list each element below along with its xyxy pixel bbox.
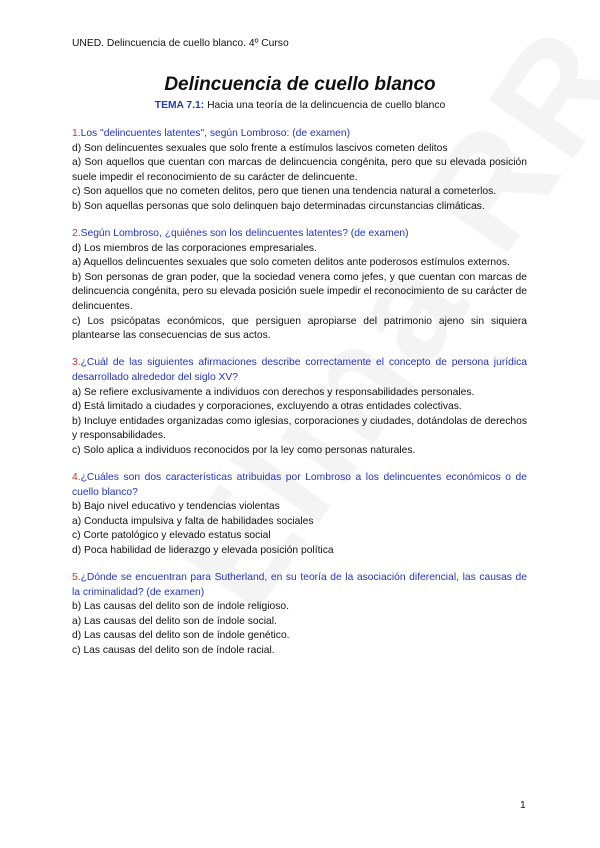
question-text: 2.Según Lombroso, ¿quiénes son los delincuentes latentes? (de examen) [72,228,409,240]
answer-option: a) Se refiere exclusivamente a individuos con derechos y responsabilidades personales. [72,386,475,398]
question-text: 4.¿Cuáles son dos características atribuidas por Lombroso a los delincuentes económicos o de cuello blanco? [72,471,527,498]
answer-option: d) Son delincuentes sexuales que solo frente a estímulos lascivos cometen delitos [72,142,448,154]
question-2 [72,227,527,344]
answer-option: a) Aquellos delincuentes sexuales que solo cometen delitos ante poderosos estímulos externos. [72,257,510,269]
question-1 [72,127,527,215]
answer-option: a) Las causas del delito son de índole social. [72,615,277,627]
page-header: UNED. Delincuencia de cuello blanco. 4º Curso [72,38,289,49]
answer-option: d) Las causas del delito son de índole genético. [72,630,290,642]
question-list [72,127,527,671]
answer-option: d) Poca habilidad de liderazgo y elevada posición política [72,544,334,556]
page-number: 1 [520,800,526,811]
answer-option: b) Son aquellas personas que solo delinquen bajo determinadas circunstancias climáticas. [72,200,485,212]
answer-option: c) Las causas del delito son de índole racial. [72,645,275,656]
answer-option: c) Los psicópatas económicos, que persiguen apropiarse del patrimonio ajeno sin siquiera plantearse las consecuencias de sus actos. [72,315,527,342]
question-number: 3. [72,357,81,369]
question-3 [72,356,527,458]
question-number: 1. [72,128,81,139]
document-subtitle [0,100,600,111]
question-number: 2. [72,228,81,240]
answer-option: a) Conducta impulsiva y falta de habilidades sociales [72,515,314,527]
answer-option: b) Son personas de gran poder, que la sociedad venera como jefes, y que cuentan con marcas de delincuencia congénita, pero su elevada posición suele impedir el reconocimiento de su carácter de delincuentes. [72,271,527,313]
question-5 [72,571,527,659]
question-text: 3.¿Cuál de las siguientes afirmaciones describe correctamente el concepto de persona jurídica desarrollado alrededor del siglo XV? [72,357,527,383]
answer-option: b) Las causas del delito son de índole religioso. [72,601,289,613]
question-4 [72,471,527,559]
question-number: 5. [72,572,81,584]
answer-option: b) Incluye entidades organizadas como iglesias, corporaciones y ciudades, dotándolas de derechos y responsabilidades. [72,415,527,442]
answer-option: d) Los miembros de las corporaciones empresariales. [72,242,317,254]
answer-option: b) Bajo nivel educativo y tendencias violentas [72,501,280,513]
document-title: Delincuencia de cuello blanco [164,74,436,95]
tema-text: Hacia una teoría de la delincuencia de cuello blanco [207,100,446,111]
answer-option: c) Corte patológico y elevado estatus social [72,530,271,542]
question-text: 5.¿Dónde se encuentran para Sutherland, en su teoría de la asociación diferencial, las causas de la criminalidad? (de examen) [72,572,527,598]
question-text: 1.Los "delincuentes latentes", según Lombroso: (de examen) [72,128,351,139]
answer-option: a) Son aquellos que cuentan con marcas de delincuencia congénita, pero que su elevada posición suele impedir el reconocimiento de su carácter de delincuente. [72,157,527,183]
tema-label: TEMA 7.1: [154,100,205,111]
question-number: 4. [72,471,81,483]
answer-option: c) Solo aplica a individuos reconocidos por la ley como personas naturales. [72,444,416,456]
answer-option: c) Son aquellos que no cometen delitos, pero que tienen una tendencia natural a cometerlos. [72,186,497,198]
answer-option: d) Está limitado a ciudades y corporaciones, excluyendo a otras entidades colectivas. [72,401,462,413]
